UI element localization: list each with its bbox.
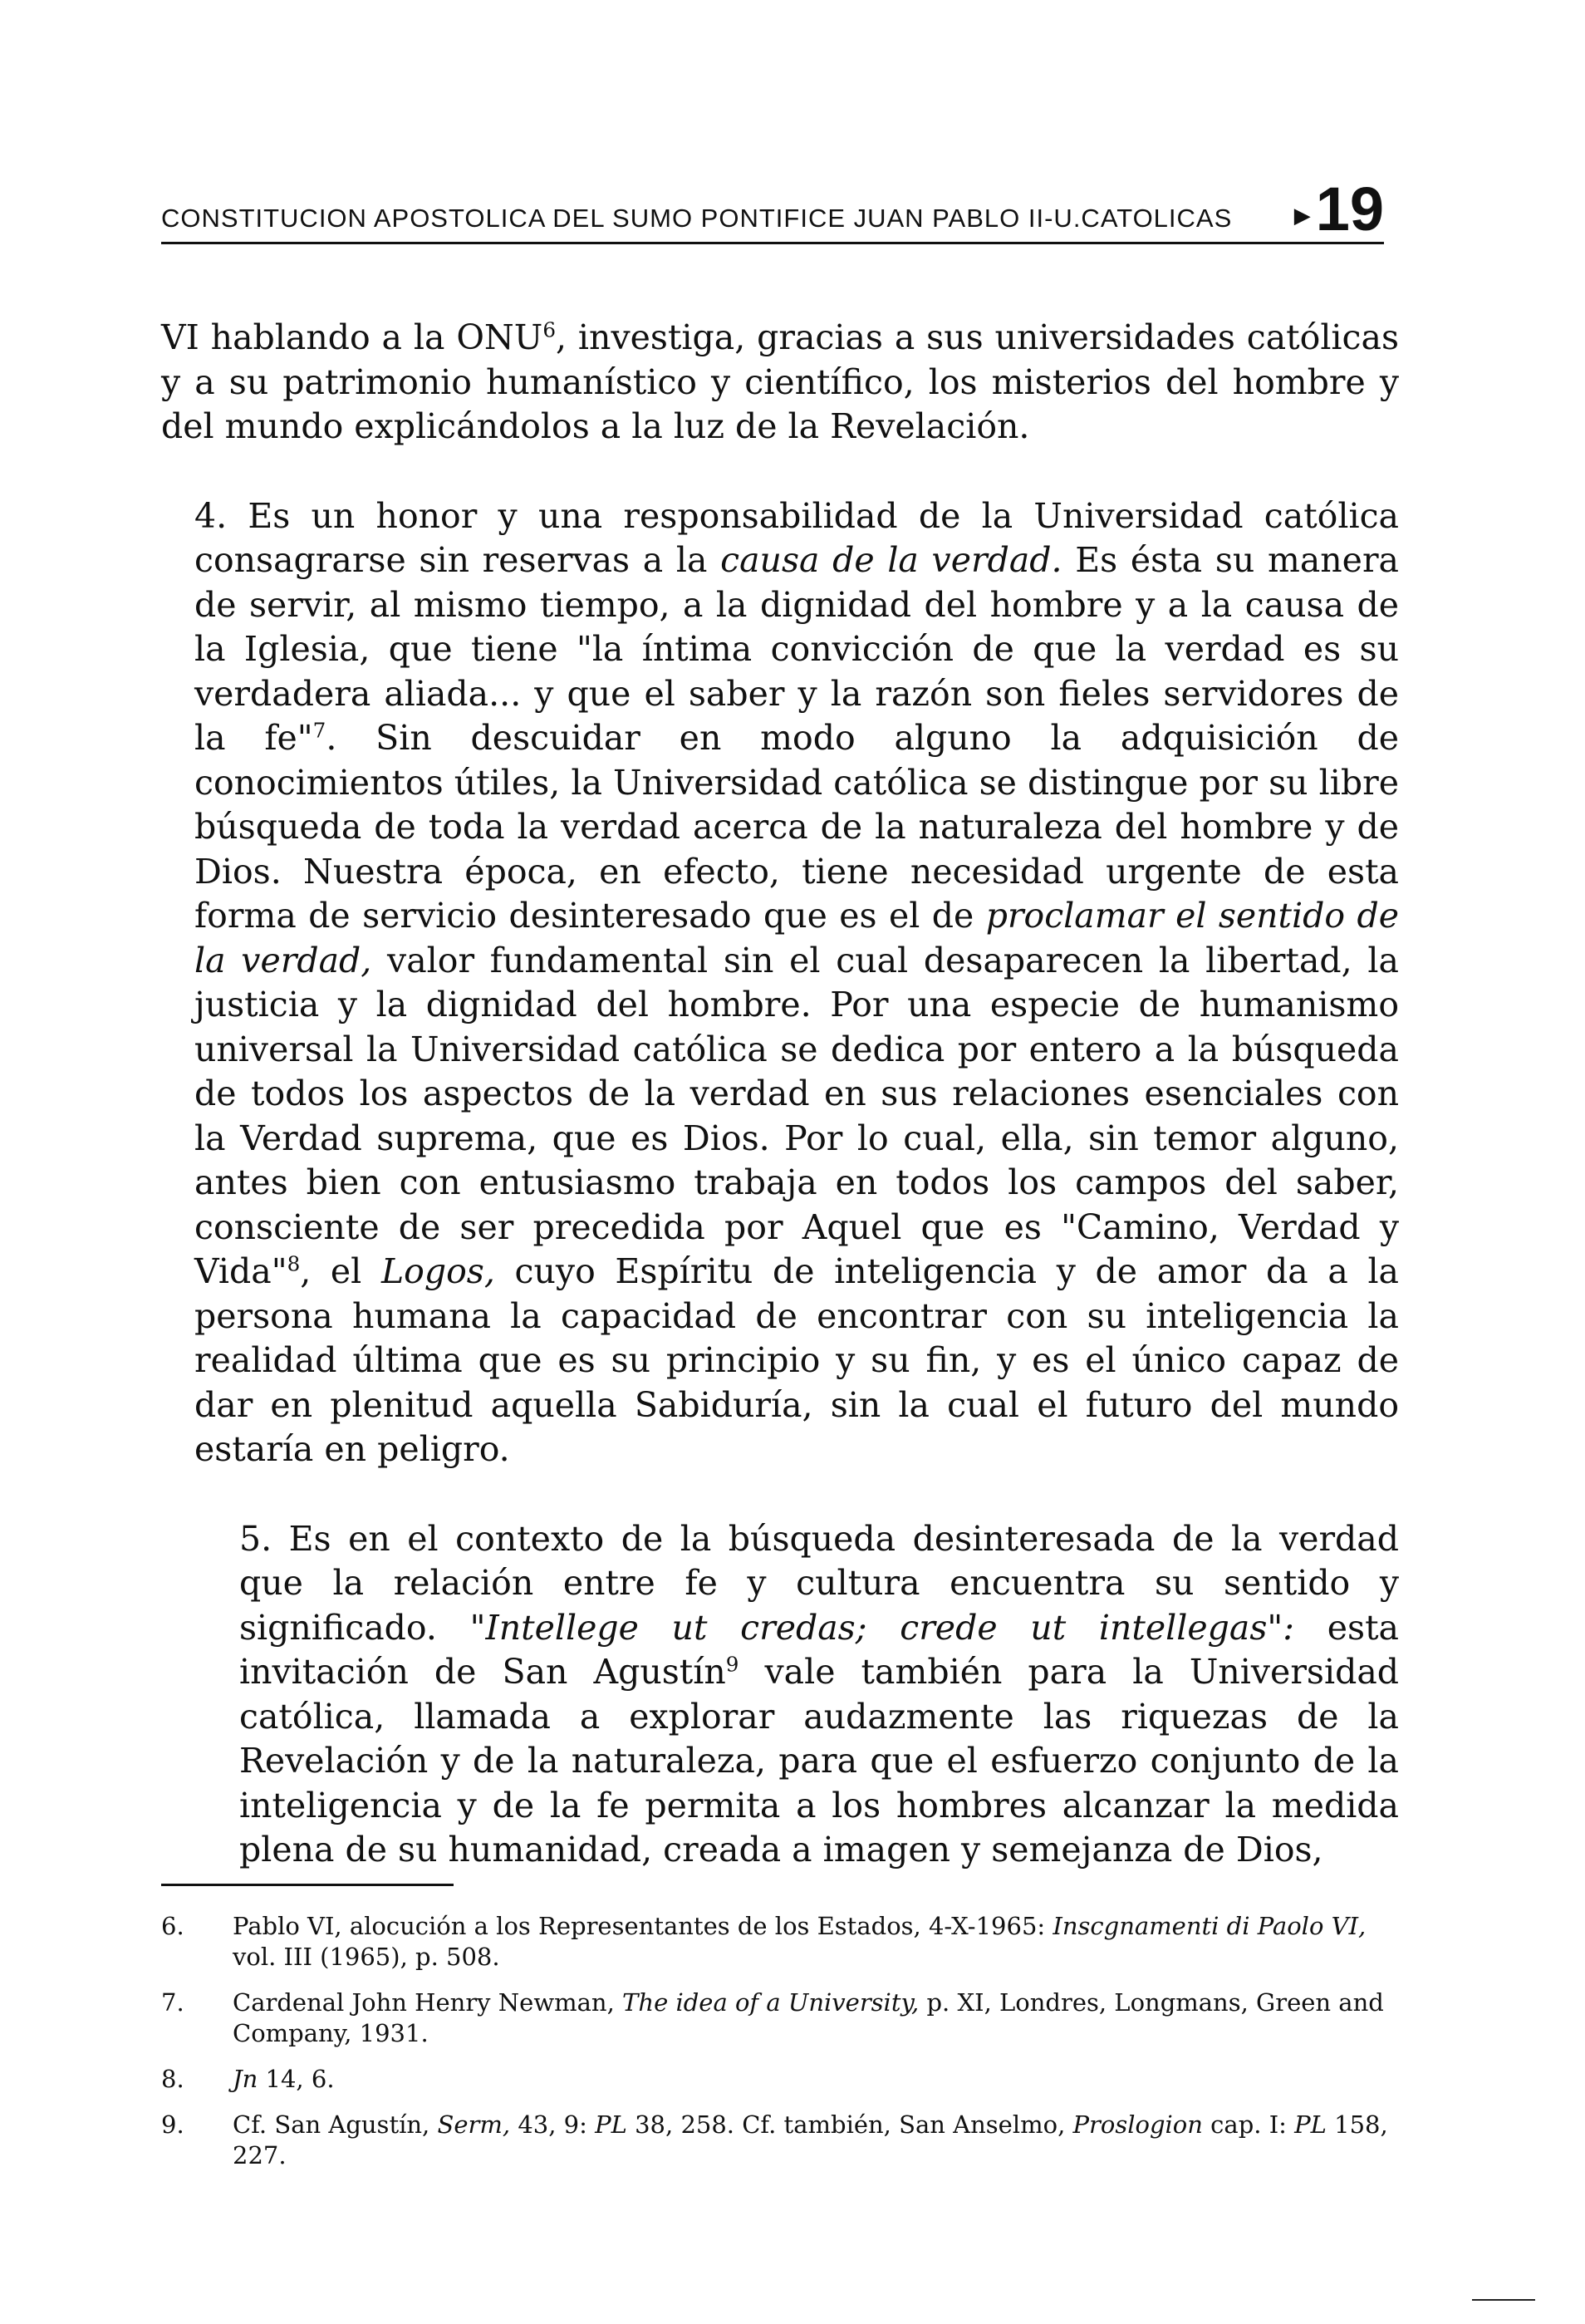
page-number: 19 bbox=[1315, 174, 1384, 243]
paragraph-5: 5. Es en el contexto de la búsqueda desinteresada de la verdad que la relación entre fe y cultura encuentra su sentido y significado. "Intellege ut credas; crede ut intellegas": esta invitación de San Agustín$^9$ vale también para la Universidad católica, llamada a explorar audazmente las riquezas de la Revelación y de la naturaleza, para que el esfuerzo conjunto de la inteligencia y de la fe permita a los hombres alcanzar la medida plena de su humanidad, creada a imagen y semejanza de Dios, bbox=[239, 1518, 1400, 1870]
footnote-text: Cf. San Agustín, Serm, 43, 9: PL 38, 258. Cf. también, San Anselmo, Proslogion cap. I: PL 158, 227. bbox=[233, 2110, 1388, 2169]
footnote-divider bbox=[161, 1884, 454, 1886]
footnote-8 bbox=[161, 2064, 1399, 2095]
footnote-number: 8. bbox=[161, 2065, 184, 2093]
footnote-text: Pablo VI, alocución a los Representantes de los Estados, 4-X-1965: Inscgnamenti di Paolo VI, vol. III (1965), p. 508. bbox=[233, 1912, 1367, 1971]
triangle-right-icon: ▶ bbox=[1293, 204, 1311, 229]
running-title: CONSTITUCION APOSTOLICA DEL SUMO PONTIFICE JUAN PABLO II-U.CATOLICAS bbox=[161, 204, 1233, 233]
body-text bbox=[161, 316, 1399, 1873]
footnote-ref-9: 9 bbox=[725, 1652, 739, 1677]
footnote-ref-6: 6 bbox=[542, 317, 557, 342]
footnote-9 bbox=[161, 2110, 1399, 2171]
footnote-ref-8: 8 bbox=[287, 1251, 301, 1276]
footnote-6 bbox=[161, 1911, 1399, 1973]
footnote-number: 7. bbox=[161, 1988, 184, 2017]
footnote-number: 6. bbox=[161, 1912, 184, 1940]
footnote-7 bbox=[161, 1987, 1399, 2049]
footnote-text: Jn 14, 6. bbox=[233, 2065, 335, 2093]
footnotes bbox=[161, 1911, 1399, 2186]
footnote-ref-7: 7 bbox=[312, 718, 326, 743]
paragraph-4: 4. Es un honor y una responsabilidad de la Universidad católica consagrarse sin reservas a la causa de la verdad. Es ésta su manera de servir, al mismo tiempo, a la dignidad del hombre y a la causa de la Iglesia, que tiene "la íntima convicción de que la verdad es su verdadera aliada... y que el saber y la razón son fieles servidores de la fe"$^7$. Sin descuidar en modo alguno la adquisición de conocimientos útiles, la Universidad católica se distingue por su libre búsqueda de toda la verdad acerca de la naturaleza del hombre y de Dios. Nuestra época, en efecto, tiene necesidad urgente de esta forma de servicio desinteresado que es el de proclamar el sentido de la verdad, valor fundamental sin el cual desaparecen la libertad, la justicia y la dignidad del hombre. Por una especie de humanismo universal la Universidad católica se dedica por entero a la búsqueda de todos los aspectos de la verdad en sus relaciones esenciales con la Verdad suprema, que es Dios. Por lo cual, ella, sin temor alguno, antes bien con entusiasmo trabaja en todos los campos del saber, consciente de ser precedida por Aquel que es "Camino, Verdad y Vida"$^8$, el Logos, cuyo Espíritu de inteligencia y de amor da a la persona humana la capacidad de encontrar con su inteligencia la realidad última que es su principio y su fin, y es el único capaz de dar en plenitud aquella Sabiduría, sin la cual el futuro del mundo estaría en peligro. bbox=[194, 495, 1399, 1469]
running-header bbox=[161, 174, 1384, 244]
footnote-number: 9. bbox=[161, 2110, 184, 2139]
paragraph-continued: VI hablando a la ONU$^6$, investiga, gracias a sus universidades católicas y a su patrimonio humanístico y científico, los misterios del hombre y del mundo explicándolos a la luz de la Revelación. bbox=[161, 317, 1399, 446]
footnote-text: Cardenal John Henry Newman, The idea of a University, p. XI, Londres, Longmans, Green and Company, 1931. bbox=[233, 1988, 1384, 2047]
page-corner-rule bbox=[1472, 2299, 1535, 2301]
